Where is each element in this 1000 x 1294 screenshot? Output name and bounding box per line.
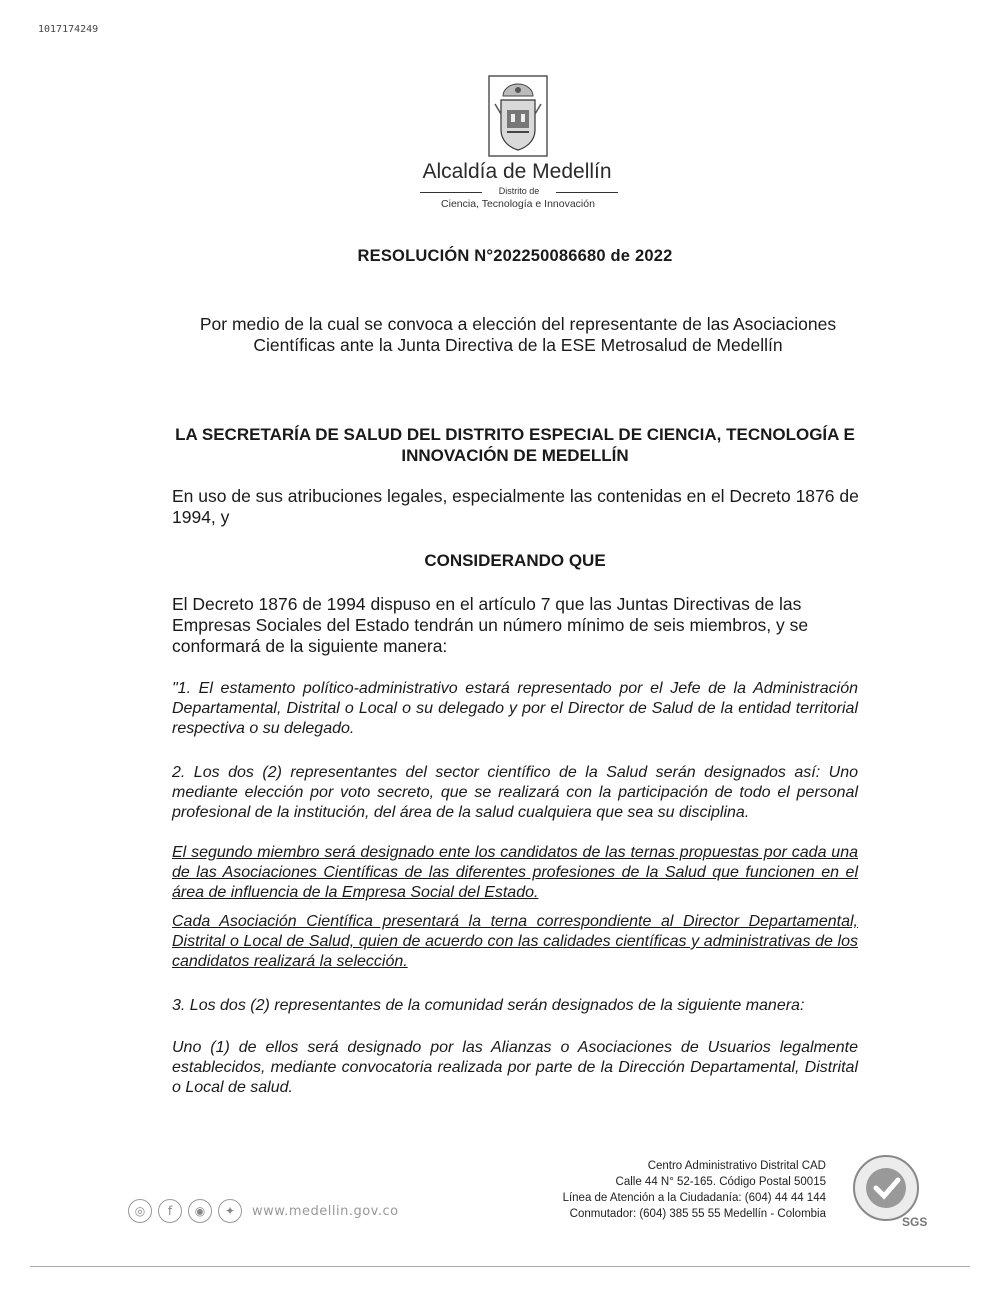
twitter-icon[interactable]: ✦ xyxy=(218,1199,242,1223)
paragraph: El Decreto 1876 de 1994 dispuso en el artículo 7 que las Juntas Directivas de las Empresas Sociales del Estado tendrán un número mínimo de seis miembros, y se conformará de la siguiente manera: xyxy=(172,594,809,656)
org-name: Alcaldía de Medellín xyxy=(422,160,612,183)
resolution-subject: Por medio de la cual se convoca a elección del representante de las Asociaciones Científicas ante la Junta Directiva de la ESE Metrosalud de Medellín xyxy=(199,314,837,355)
contact-line: Línea de Atención a la Ciudadanía: (604) 44 44 144 xyxy=(562,1192,826,1204)
coat-of-arms-logo xyxy=(487,74,549,158)
issuing-authority: LA SECRETARÍA DE SALUD DEL DISTRITO ESPECIAL DE CIENCIA, TECNOLOGÍA E INNOVACIÓN DE MEDELLÍN xyxy=(175,425,855,465)
contact-line: Conmutador: (604) 385 55 55 Medellín - Colombia xyxy=(569,1208,826,1220)
contact-block xyxy=(470,1158,826,1222)
quote-paragraph-underlined: Cada Asociación Científica presentará la terna correspondiente al Director Departamental, Distrital o Local de Salud, quien de acuerdo con las calidades científicas y administrativas de los candidatos realizará la selección. xyxy=(172,913,858,970)
quote-paragraph-underlined: El segundo miembro será designado ente los candidatos de las ternas propuestas por cada una de las Asociaciones Científicas de las diferentes profesiones de la Salud que funcionen en el área de influencia de la Empresa Social del Estado. xyxy=(172,844,858,901)
contact-line: Calle 44 N° 52-165. Código Postal 50015 xyxy=(615,1176,826,1188)
preamble: En uso de sus atribuciones legales, especialmente las contenidas en el Decreto 1876 de 1994, y xyxy=(172,486,859,527)
social-links xyxy=(128,1198,399,1224)
contact-line: Centro Administrativo Distrital CAD xyxy=(647,1160,826,1172)
seal-label: SGS xyxy=(902,1215,928,1229)
quote-paragraph: 2. Los dos (2) representantes del sector científico de la Salud serán designados así: Uno mediante elección por voto secreto, que se realizará con la participación de todo el personal profesional de la institución, del área de la salud cualquiera que sea su disciplina. xyxy=(172,764,858,821)
quote-paragraph: 3. Los dos (2) representantes de la comunidad serán designados de la siguiente manera: xyxy=(172,997,805,1014)
org-district-line xyxy=(420,186,618,198)
footer-divider xyxy=(30,1266,970,1267)
facebook-icon[interactable]: f xyxy=(158,1199,182,1223)
quote-paragraph: Uno (1) de ellos será designado por las Alianzas o Asociaciones de Usuarios legalmente establecidos, mediante convocatoria realizada por parte de la Dirección Departamental, Distrital o Local de salud. xyxy=(172,1039,858,1096)
certification-seal xyxy=(846,1150,932,1230)
camera-icon[interactable]: ◉ xyxy=(188,1199,212,1223)
resolution-title: RESOLUCIÓN N°202250086680 de 2022 xyxy=(357,247,673,265)
org-subtitle: Ciencia, Tecnología e Innovación xyxy=(441,198,595,210)
quote-paragraph: "1. El estamento político-administrativo estará representado por el Jefe de la Administración Departamental, Distrital o Local o su delegado y por el Director de Salud de la entidad territorial respectiva o su delegado. xyxy=(172,680,858,737)
website-link[interactable]: www.medellin.gov.co xyxy=(252,1203,399,1219)
instagram-icon[interactable]: ◎ xyxy=(128,1199,152,1223)
document-id: 1017174249 xyxy=(38,24,99,35)
divider xyxy=(556,192,618,193)
considerando-heading: CONSIDERANDO QUE xyxy=(424,551,606,570)
district-label: Distrito de xyxy=(498,186,540,196)
